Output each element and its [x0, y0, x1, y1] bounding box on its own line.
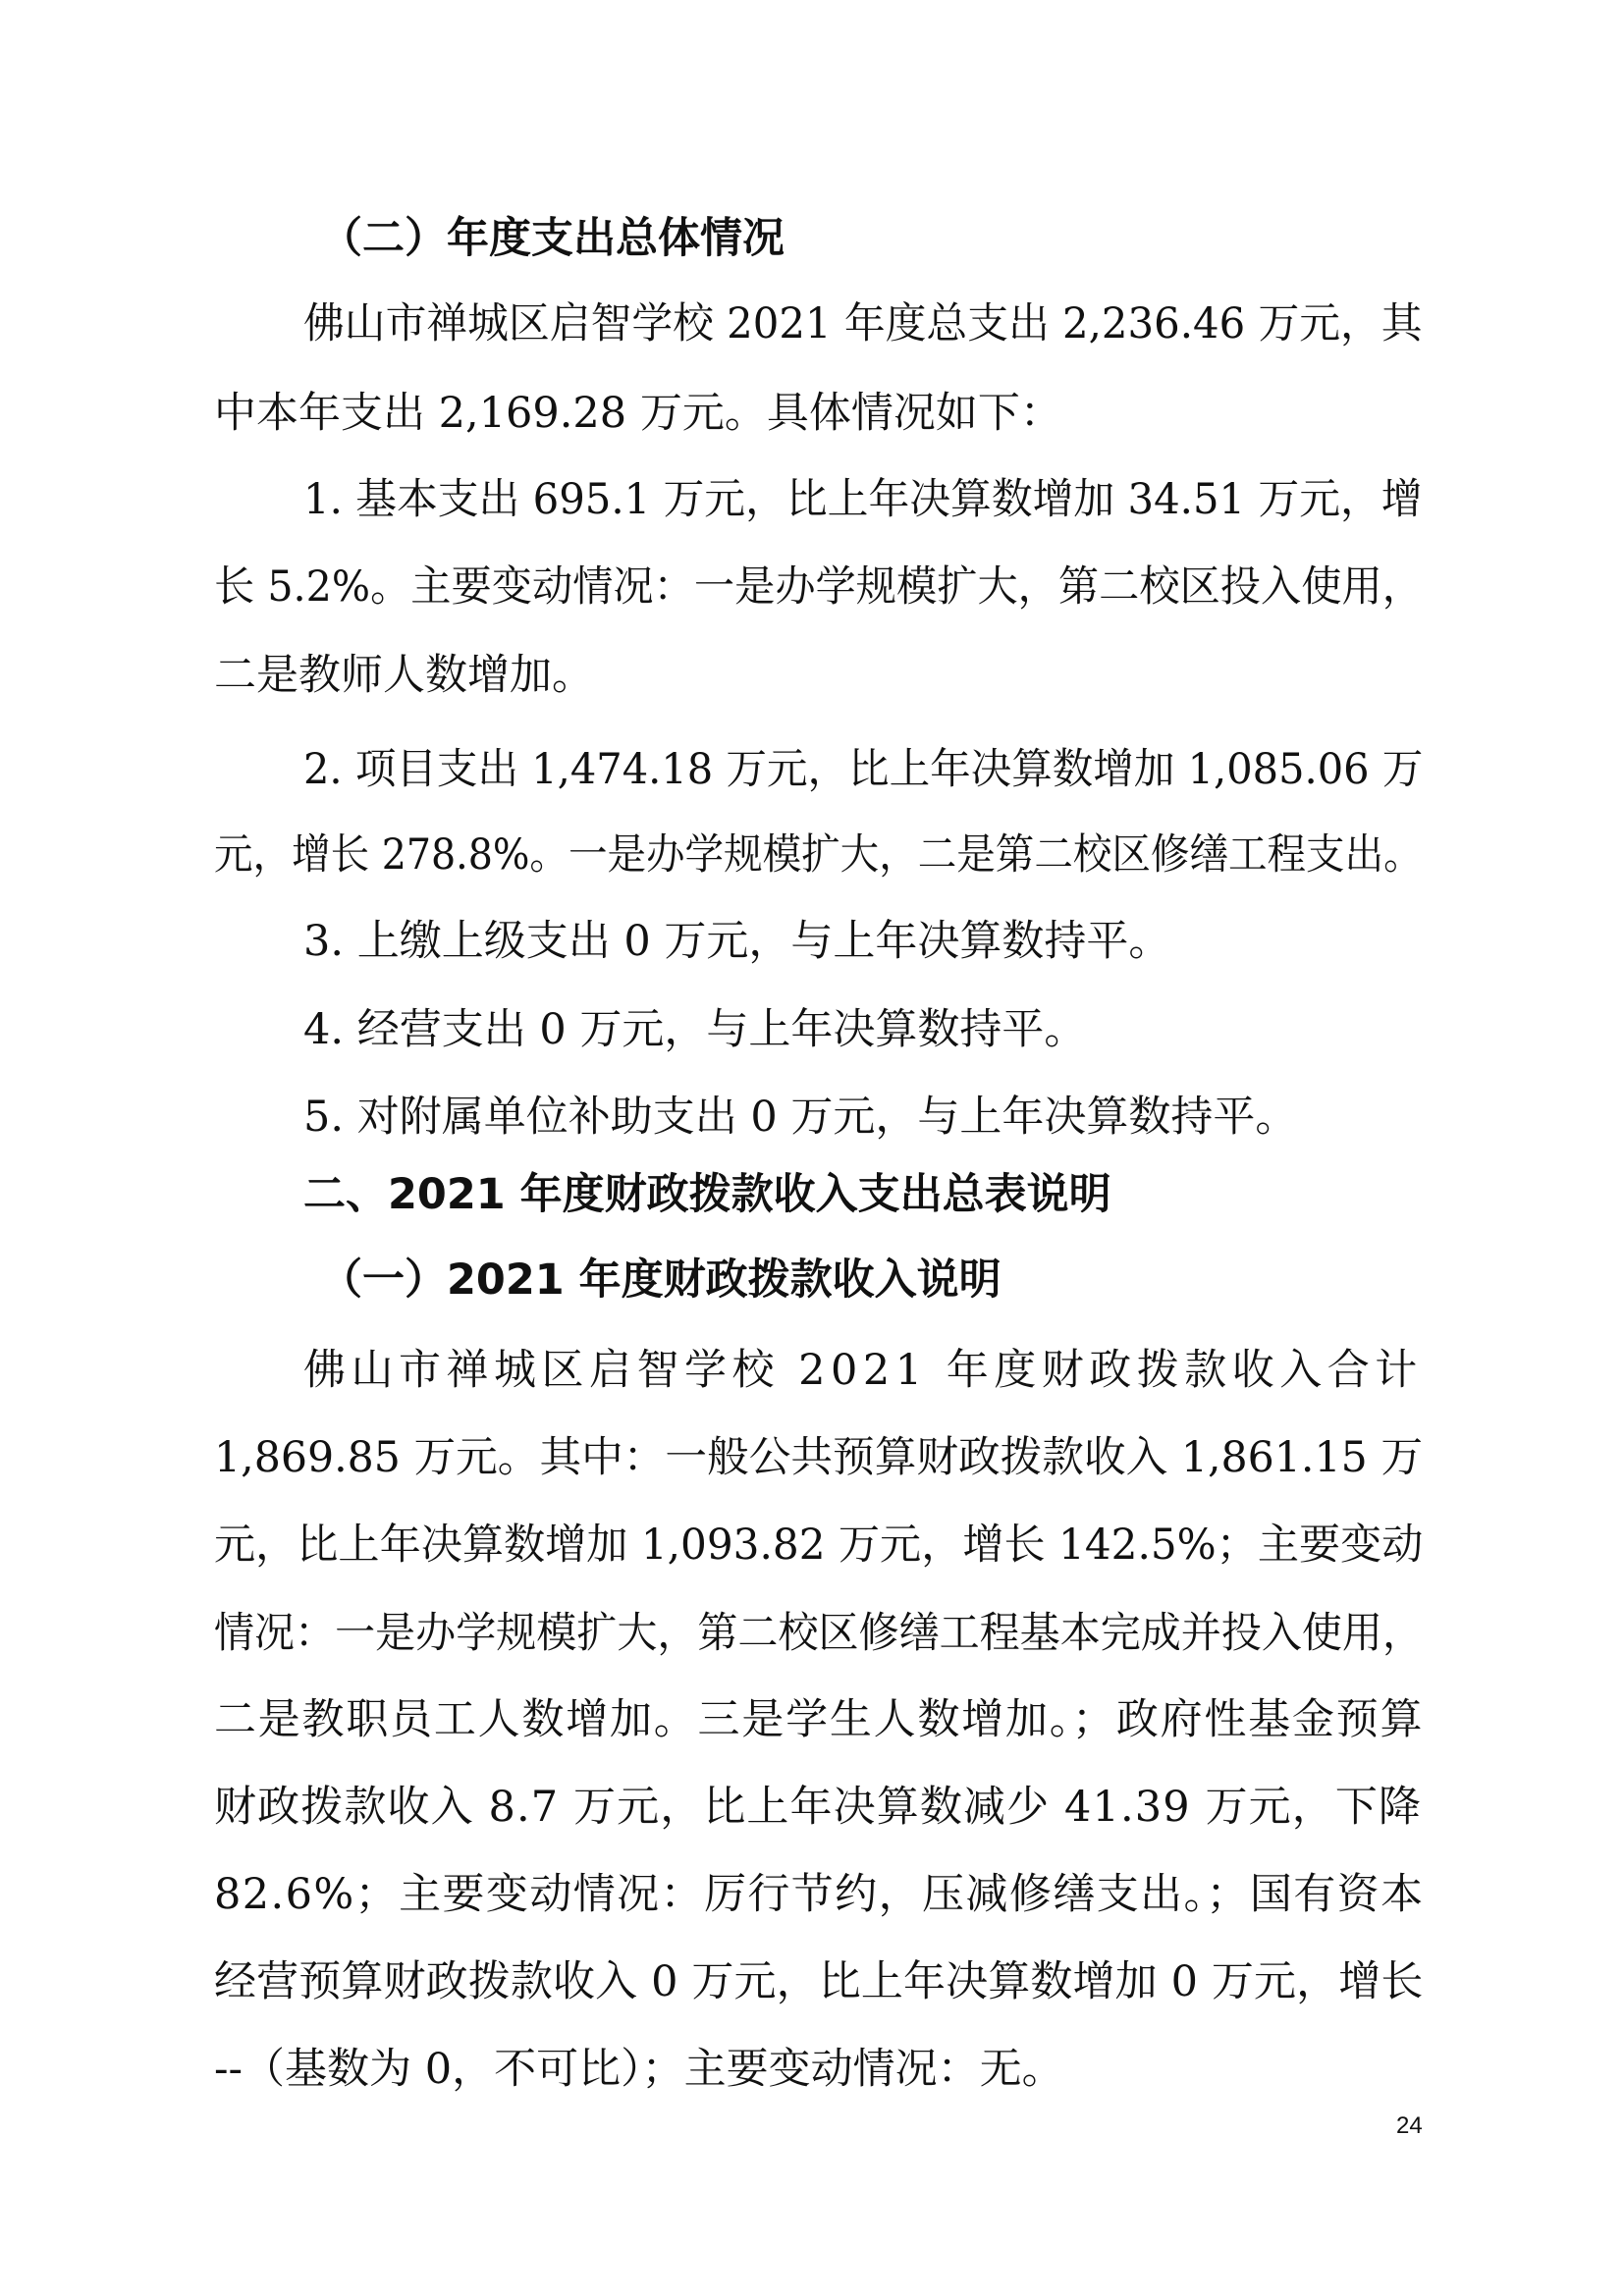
paragraph-line: --（基数为 0，不可比）；主要变动情况：无。	[214, 2045, 1064, 2094]
paragraph-line: 二是教师人数增加。	[214, 651, 594, 700]
page-number: 24	[1396, 2112, 1423, 2139]
paragraph-line: 二是教职员工人数增加。三是学生人数增加。；政府性基金预算	[214, 1695, 1425, 1744]
paragraph-line: 佛山市禅城区启智学校 2021 年度总支出 2,236.46 万元，其	[303, 299, 1423, 348]
paragraph-line: 元，增长 278.8%。一是办学规模扩大，二是第二校区修缮工程支出。	[214, 830, 1423, 880]
paragraph-line: 佛山市禅城区启智学校 2021 年度财政拨款收入合计	[303, 1346, 1423, 1395]
paragraph-line: 中本年支出 2,169.28 万元。具体情况如下：	[214, 389, 1062, 438]
paragraph-line: 财政拨款收入 8.7 万元，比上年决算数减少 41.39 万元，下降	[214, 1783, 1423, 1832]
paragraph-line: 3. 上缴上级支出 0 万元，与上年决算数持平。	[303, 917, 1171, 966]
paragraph-line: 元，比上年决算数增加 1,093.82 万元，增长 142.5%；主要变动	[214, 1521, 1424, 1570]
paragraph-line: 长 5.2%。主要变动情况：一是办学规模扩大，第二校区投入使用，	[214, 562, 1423, 612]
paragraph-line: 情况：一是办学规模扩大，第二校区修缮工程基本完成并投入使用，	[214, 1609, 1423, 1658]
subsection-heading-fiscal-income: （一）2021 年度财政拨款收入说明	[320, 1255, 1001, 1305]
paragraph-line: 2. 项目支出 1,474.18 万元，比上年决算数增加 1,085.06 万	[303, 745, 1424, 794]
paragraph-line: 4. 经营支出 0 万元，与上年决算数持平。	[303, 1005, 1087, 1054]
section-heading-fiscal: 二、2021 年度财政拨款收入支出总表说明	[303, 1170, 1111, 1219]
paragraph-line: 1. 基本支出 695.1 万元，比上年决算数增加 34.51 万元，增	[303, 475, 1423, 524]
section-heading-expenditure: （二）年度支出总体情况	[320, 214, 785, 263]
paragraph-line: 经营预算财政拨款收入 0 万元，比上年决算数增加 0 万元，增长	[214, 1957, 1424, 2006]
paragraph-line: 5. 对附属单位补助支出 0 万元，与上年决算数持平。	[303, 1093, 1298, 1142]
paragraph-line: 1,869.85 万元。其中：一般公共预算财政拨款收入 1,861.15 万	[214, 1433, 1423, 1482]
paragraph-line: 82.6%；主要变动情况：厉行节约，压减修缮支出。；国有资本	[214, 1870, 1425, 1919]
